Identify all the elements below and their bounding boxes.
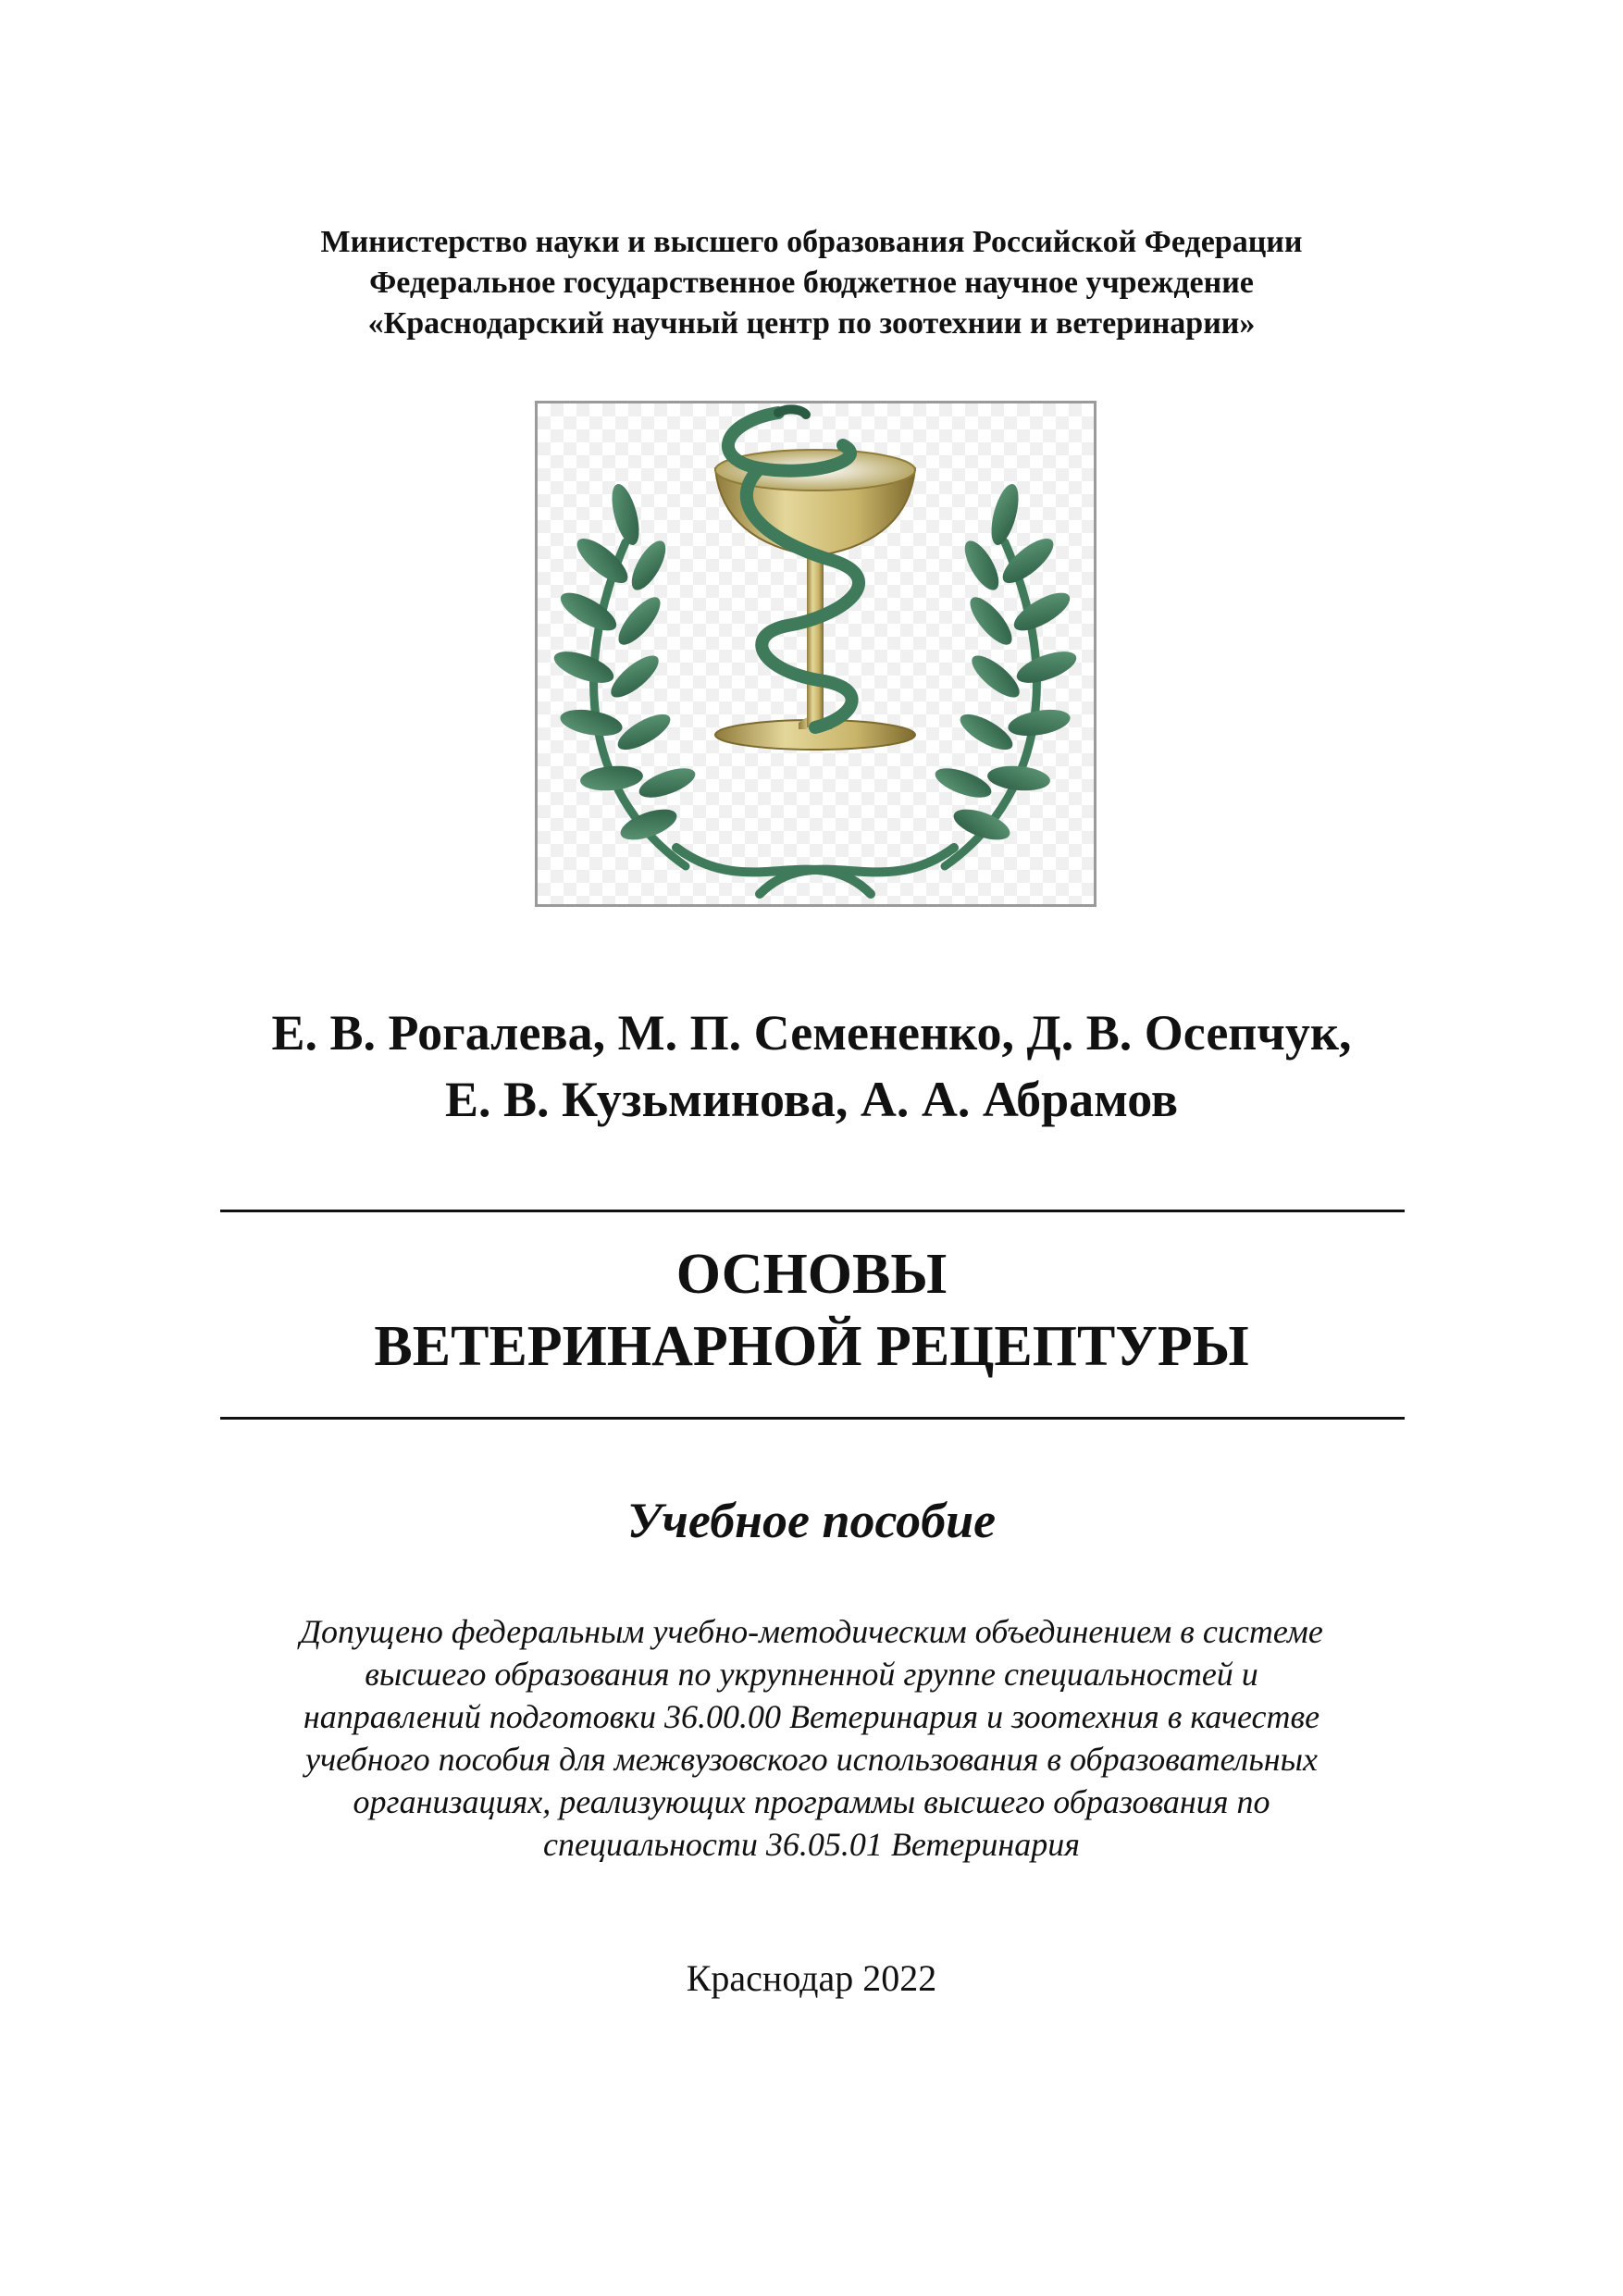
approval-line: Допущено федеральным учебно-методическим объединением в системе	[300, 1613, 1323, 1650]
institution-name: «Краснодарский научный центр по зоотехнии и ветеринарии»	[367, 306, 1256, 341]
authors	[0, 999, 1623, 1133]
approval-line: направлений подготовки 36.00.00 Ветеринария и зоотехния в качестве	[303, 1698, 1320, 1735]
title-rule-top	[220, 1210, 1405, 1212]
bowl-of-hygieia-with-laurel-wreath-icon	[538, 403, 1094, 904]
institution-ministry: Министерство науки и высшего образования Российской Федерации	[320, 225, 1303, 259]
authors-line-1: Е. В. Рогалева, М. П. Семененко, Д. В. Осепчук,	[271, 1005, 1352, 1061]
book-title	[0, 1238, 1623, 1383]
book-title-line-1: ОСНОВЫ	[675, 1243, 948, 1306]
book-title-line-2: ВЕТЕРИНАРНОЙ РЕЦЕПТУРЫ	[374, 1315, 1249, 1378]
institution-type: Федеральное государственное бюджетное научное учреждение	[369, 266, 1254, 300]
approval-line: учебного пособия для межвузовского использования в образовательных	[305, 1741, 1318, 1778]
title-rule-bottom	[220, 1417, 1405, 1420]
book-subtitle: Учебное пособие	[626, 1493, 997, 1548]
city-year: Краснодар 2022	[686, 1957, 937, 1999]
approval-line: высшего образования по укрупненной группе специальностей и	[365, 1656, 1258, 1693]
approval-line: организациях, реализующих программы высшего образования по	[353, 1783, 1270, 1820]
institution-header	[0, 222, 1623, 344]
emblem-image	[535, 401, 1096, 907]
authors-line-2: Е. В. Кузьминова, А. А. Абрамов	[444, 1072, 1179, 1127]
approval-statement	[167, 1610, 1456, 1866]
approval-line: специальности 36.05.01 Ветеринария	[543, 1826, 1080, 1863]
